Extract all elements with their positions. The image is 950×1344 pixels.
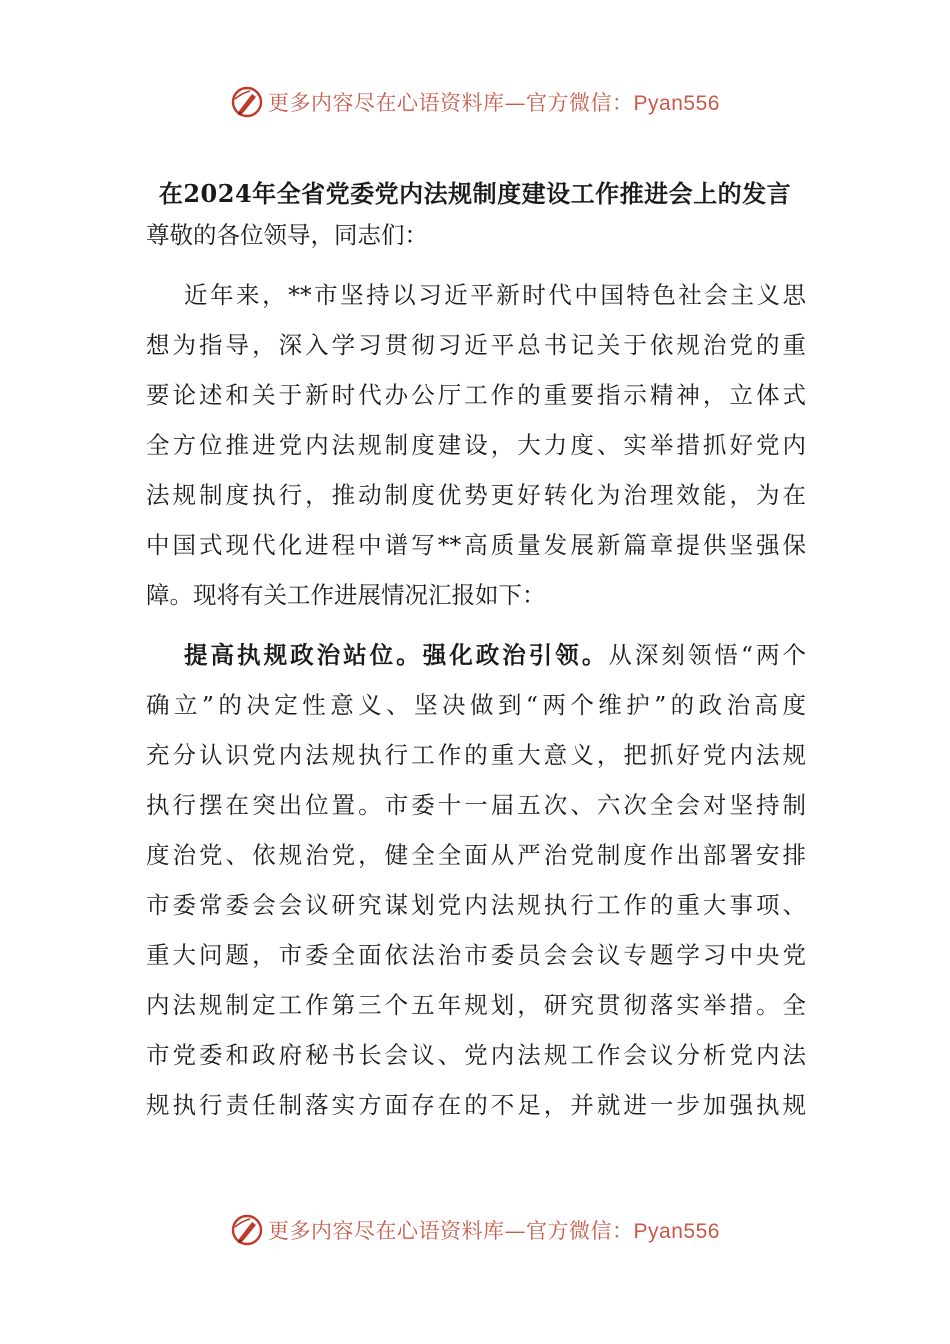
paragraph-line: 内法规制定工作第三个五年规划，研究贯彻落实举措。全 [146, 991, 806, 1019]
footer-banner-text: 更多内容尽在心语资料库—官方微信：Pyan556 [268, 1219, 720, 1243]
paragraph-line [146, 630, 806, 680]
section-heading: 提高执规政治站位。强化政治引领。 [184, 641, 609, 669]
paragraph-line: 度治党、依规治党，健全全面从严治党制度作出部署安排 [146, 841, 806, 869]
paragraph-2 [146, 630, 806, 1130]
paragraph-line: 重大问题，市委全面依法治市委员会会议专题学习中央党 [146, 941, 806, 969]
paragraph-line: 充分认识党内法规执行工作的重大意义，把抓好党内法规 [146, 741, 806, 769]
paragraph-line: 市委常委会会议研究谋划党内法规执行工作的重大事项、 [146, 891, 806, 919]
paragraph-line: 法规制度执行，推动制度优势更好转化为治理效能，为在 [146, 481, 806, 509]
footer-banner [0, 1210, 950, 1250]
paragraph-line: 中国式现代化进程中谱写**高质量发展新篇章提供坚强保 [146, 531, 806, 559]
document-title: 在2024年全省党委党内法规制度建设工作推进会上的发言 [158, 179, 792, 208]
paragraph-1 [146, 270, 806, 620]
paragraph-line: 市党委和政府秘书长会议、党内法规工作会议分析党内法 [146, 1041, 806, 1069]
paragraph-line: 确立”的决定性意义、坚决做到“两个维护”的政治高度 [146, 691, 806, 719]
paragraph-text: 从深刻领悟“两个 [608, 641, 807, 669]
header-banner [0, 82, 950, 122]
header-banner-text: 更多内容尽在心语资料库—官方微信：Pyan556 [268, 91, 720, 115]
paragraph-line: 要论述和关于新时代办公厅工作的重要指示精神，立体式 [146, 381, 806, 409]
paragraph-line: 规执行责任制落实方面存在的不足，并就进一步加强执规 [146, 1091, 806, 1119]
pen-logo-icon [230, 1213, 264, 1247]
paragraph-line: 全方位推进党内法规制度建设，大力度、实举措抓好党内 [146, 431, 806, 459]
paragraph-line: 想为指导，深入学习贯彻习近平总书记关于依规治党的重 [146, 331, 806, 359]
paragraph-line: 近年来，**市坚持以习近平新时代中国特色社会主义思 [184, 281, 806, 309]
document-body [146, 210, 806, 1130]
pen-logo-icon [230, 85, 264, 119]
paragraph-line: 障。现将有关工作进展情况汇报如下： [146, 581, 546, 609]
paragraph-line: 执行摆在突出位置。市委十一届五次、六次全会对坚持制 [146, 791, 806, 819]
salutation: 尊敬的各位领导，同志们： [146, 221, 428, 249]
